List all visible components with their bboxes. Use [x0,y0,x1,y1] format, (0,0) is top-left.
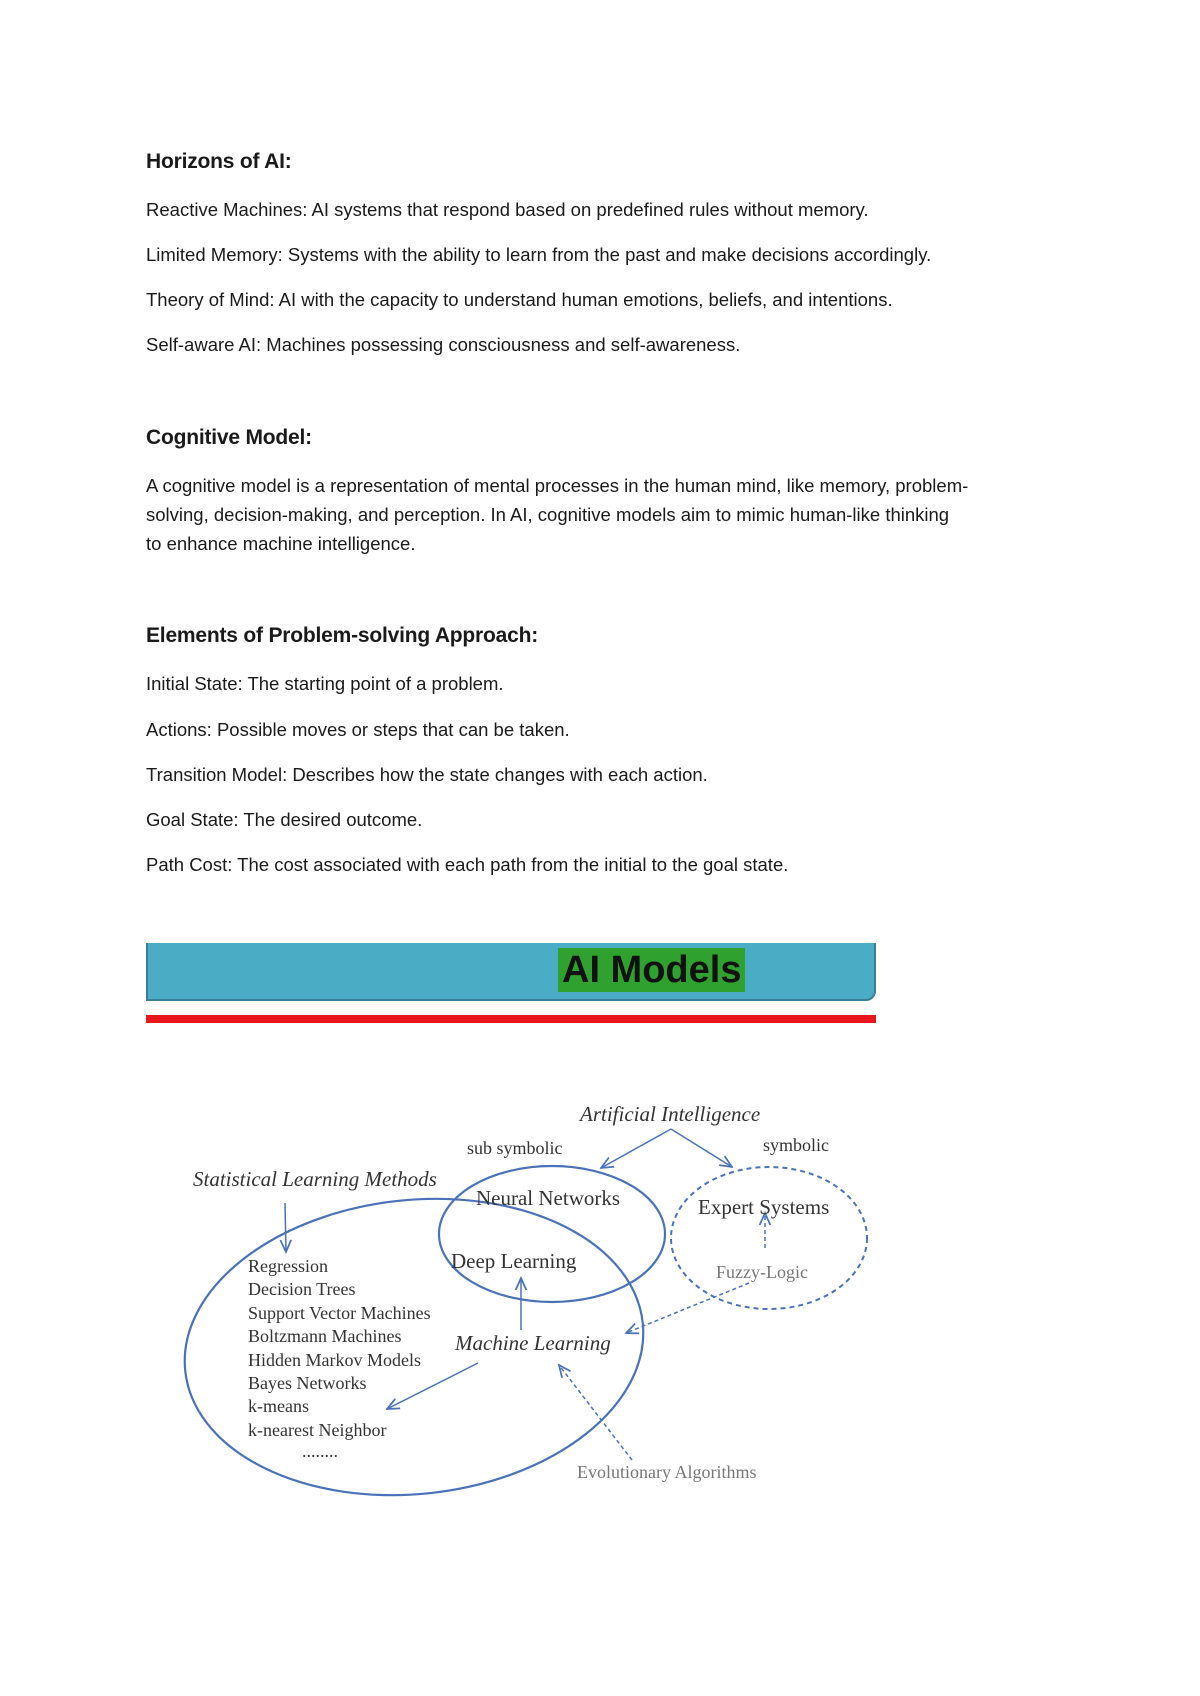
label-evolutionary-algorithms: Evolutionary Algorithms [577,1462,757,1482]
label-artificial-intelligence: Artificial Intelligence [580,1102,761,1126]
method-item: Hidden Markov Models [248,1350,421,1370]
method-item: ........ [302,1441,338,1461]
element-item: Goal State: The desired outcome. [146,809,423,830]
cognitive-line: to enhance machine intelligence. [146,533,416,554]
method-item: k-nearest Neighbor [248,1420,387,1440]
label-neural-networks: Neural Networks [476,1186,621,1210]
cognitive-line: A cognitive model is a representation of mental processes in the human mind, like memory, problem- [146,475,969,496]
element-item: Path Cost: The cost associated with each path from the initial to the goal state. [146,854,789,875]
arrow-to-symbolic [671,1129,732,1167]
element-item: Actions: Possible moves or steps that can be taken. [146,719,570,740]
expert-systems-ellipse [671,1167,867,1309]
method-item: Support Vector Machines [248,1303,431,1323]
label-fuzzy-logic: Fuzzy-Logic [716,1262,808,1282]
arrow-statistical-learning [285,1203,286,1252]
horizon-item: Self-aware AI: Machines possessing consciousness and self-awareness. [146,334,741,355]
arrow-to-sub-symbolic [601,1129,671,1168]
heading-horizons: Horizons of AI: [146,150,292,173]
arrow-fuzzy-to-ml [626,1283,749,1333]
cognitive-line: solving, decision-making, and perception. In AI, cognitive models aim to mimic human-like thinking [146,504,950,525]
horizon-item: Theory of Mind: AI with the capacity to understand human emotions, beliefs, and intentions. [146,289,893,310]
method-item: Regression [248,1256,328,1276]
heading-cognitive-model: Cognitive Model: [146,426,312,449]
horizon-item: Limited Memory: Systems with the ability to learn from the past and make decisions accordingly. [146,244,932,265]
method-item: Boltzmann Machines [248,1326,402,1346]
method-item: Decision Trees [248,1279,356,1299]
methods-list [248,1256,431,1461]
element-item: Initial State: The starting point of a problem. [146,673,504,694]
label-machine-learning: Machine Learning [455,1331,611,1355]
label-expert-systems: Expert Systems [698,1195,830,1219]
horizon-item: Reactive Machines: AI systems that respond based on predefined rules without memory. [146,199,869,220]
element-item: Transition Model: Describes how the state changes with each action. [146,764,708,785]
method-item: Bayes Networks [248,1373,367,1393]
label-symbolic: symbolic [763,1135,829,1155]
banner-title: AI Models [558,948,745,992]
heading-problem-solving: Elements of Problem-solving Approach: [146,624,539,647]
label-statistical-learning: Statistical Learning Methods [193,1167,437,1191]
label-deep-learning: Deep Learning [451,1249,577,1273]
method-item: k-means [248,1396,309,1416]
label-sub-symbolic: sub symbolic [467,1138,563,1158]
